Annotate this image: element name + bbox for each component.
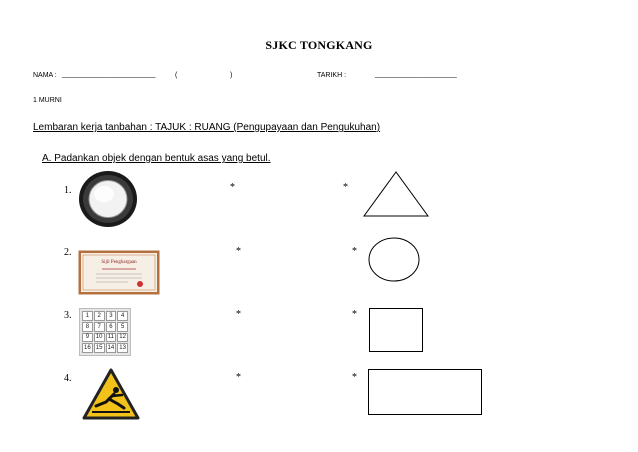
nama-line: ________________________ xyxy=(62,71,156,78)
match-star-left-3[interactable]: * xyxy=(236,309,241,320)
puzzle-tile: 12 xyxy=(117,333,128,343)
worksheet-title: Lembaran kerja tanbahan : TAJUK : RUANG (Pengupayaan dan Pengukuhan) xyxy=(33,122,381,133)
tarikh-label: TARIKH : xyxy=(317,72,347,79)
instruction: A. Padankan objek dengan bentuk asas yang betul. xyxy=(42,153,271,164)
item-number-2: 2. xyxy=(64,247,72,258)
round-mirror-image xyxy=(78,170,140,230)
certificate-image xyxy=(78,250,160,295)
match-star-right-1[interactable]: * xyxy=(343,182,348,193)
puzzle-tile: 8 xyxy=(82,322,93,332)
tarikh-line: _____________________ xyxy=(375,71,457,78)
nama-label: NAMA : xyxy=(33,72,57,79)
puzzle-tile: 4 xyxy=(117,311,128,321)
puzzle-tile: 11 xyxy=(106,333,117,343)
puzzle-tile: 5 xyxy=(117,322,128,332)
rectangle-shape xyxy=(368,369,482,415)
item-number-1: 1. xyxy=(64,185,72,196)
square-shape xyxy=(369,308,423,352)
match-star-right-3[interactable]: * xyxy=(352,309,357,320)
puzzle-tile: 2 xyxy=(94,311,105,321)
number-puzzle-image xyxy=(79,308,131,356)
puzzle-tile: 1 xyxy=(82,311,93,321)
puzzle-tile: 13 xyxy=(117,343,128,353)
item-number-3: 3. xyxy=(64,310,72,321)
puzzle-tile: 10 xyxy=(94,333,105,343)
puzzle-tile: 7 xyxy=(94,322,105,332)
puzzle-tile: 14 xyxy=(106,343,117,353)
match-star-left-1[interactable]: * xyxy=(230,182,235,193)
circle-shape xyxy=(367,237,421,282)
paren-close: ) xyxy=(230,72,233,79)
school-name: SJKC TONGKANG xyxy=(265,38,373,52)
match-star-right-2[interactable]: * xyxy=(352,246,357,257)
triangle-shape xyxy=(362,170,430,218)
match-star-left-4[interactable]: * xyxy=(236,372,241,383)
caution-sign-image xyxy=(82,368,140,422)
puzzle-tile: 9 xyxy=(82,333,93,343)
class-label: 1 MURNI xyxy=(33,97,62,104)
certificate-heading: Sijil Penghargaan xyxy=(101,260,137,265)
puzzle-tile: 3 xyxy=(106,311,117,321)
paren-open: ( xyxy=(175,72,178,79)
match-star-right-4[interactable]: * xyxy=(352,372,357,383)
puzzle-tile: 16 xyxy=(82,343,93,353)
match-star-left-2[interactable]: * xyxy=(236,246,241,257)
puzzle-tile: 6 xyxy=(106,322,117,332)
item-number-4: 4. xyxy=(64,373,72,384)
puzzle-tile: 15 xyxy=(94,343,105,353)
